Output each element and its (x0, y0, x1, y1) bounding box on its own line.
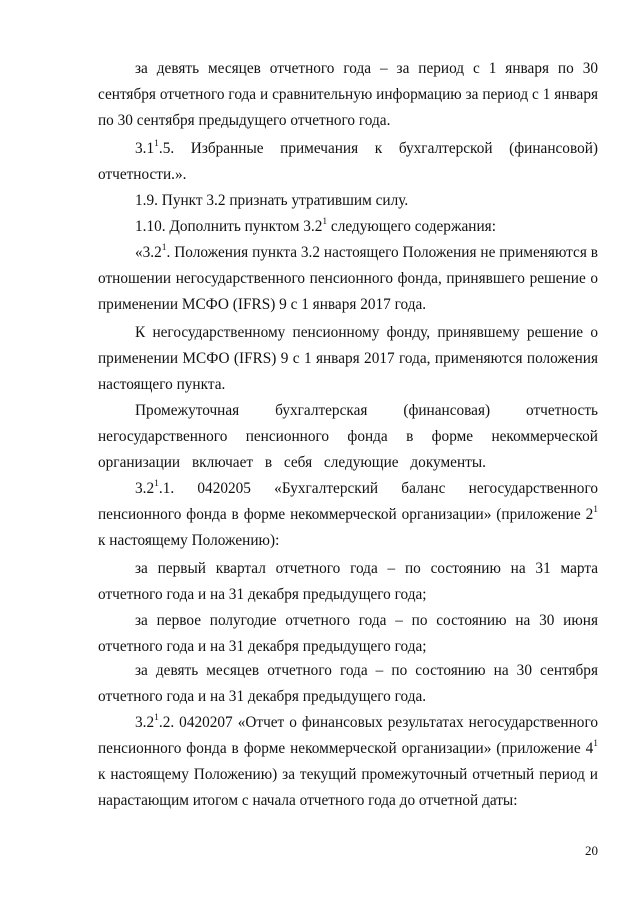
paragraph-npf-applies: К негосударственному пенсионному фонду, принявшему решение о применении МСФО (IFRS) 9 с 1 января 2017 года, применяются положения настоящего пункта. (98, 324, 598, 393)
paragraph-first-quarter: за первый квартал отчетного года – по состоянию на 31 марта отчетного года и на 31 декабря предыдущего года; (98, 560, 598, 603)
paragraph-1-10: 1.10. Дополнить пунктом $3.2^1$ следующего содержания: (135, 216, 496, 235)
paragraph-nine-months-state: за девять месяцев отчетного года – по состоянию на 30 сентября отчетного года и на 31 декабря предыдущего года. (98, 662, 598, 705)
paragraph-3-2-1-intro: «$3.2^1$. Положения пункта 3.2 настоящего Положения не применяются в отношении негосударственного пенсионного фонда, принявшего решение о применении МСФО (IFRS) 9 с 1 января 2017 года. (98, 242, 598, 313)
paragraph-3-2-1-1: $3.2^1.1$. 0420205 «Бухгалтерский баланс негосударственного пенсионного фонда в форме некоммерческой организации» (приложение $2^1$ к настоящему Положению): (98, 478, 598, 549)
paragraph-interim-reporting: Промежуточная бухгалтерская (финансовая) отчетность негосударственного пенсионного фонда в форме некоммерческой организации включает в себя следующие документы. (98, 402, 598, 471)
paragraph-first-half: за первое полугодие отчетного года – по состоянию на 30 июня отчетного года и на 31 декабря предыдущего года; (98, 612, 598, 655)
paragraph-nine-months-period: за девять месяцев отчетного года – за период с 1 января по 30 сентября отчетного года и сравнительную информацию за период с 1 января по 30 сентября предыдущего отчетного года. (98, 60, 598, 129)
paragraph-3-2-1-2: $3.2^1.2$. 0420207 «Отчет о финансовых результатах негосударственного пенсионного фонда в форме некоммерческой организации» (приложение $4^1$ к настоящему Положению) за текущий промежуточный отчетный период и нарастающим итогом с начала отчетного года до отчетной даты: (98, 712, 598, 809)
paragraph-1-9: 1.9. Пункт 3.2 признать утратившим силу. (135, 192, 409, 209)
paragraph-3-1-1-5: $3.1^1.5$. Избранные примечания к бухгалтерской (финансовой) отчетности.». (98, 138, 598, 183)
page-number: 20 (585, 843, 598, 858)
